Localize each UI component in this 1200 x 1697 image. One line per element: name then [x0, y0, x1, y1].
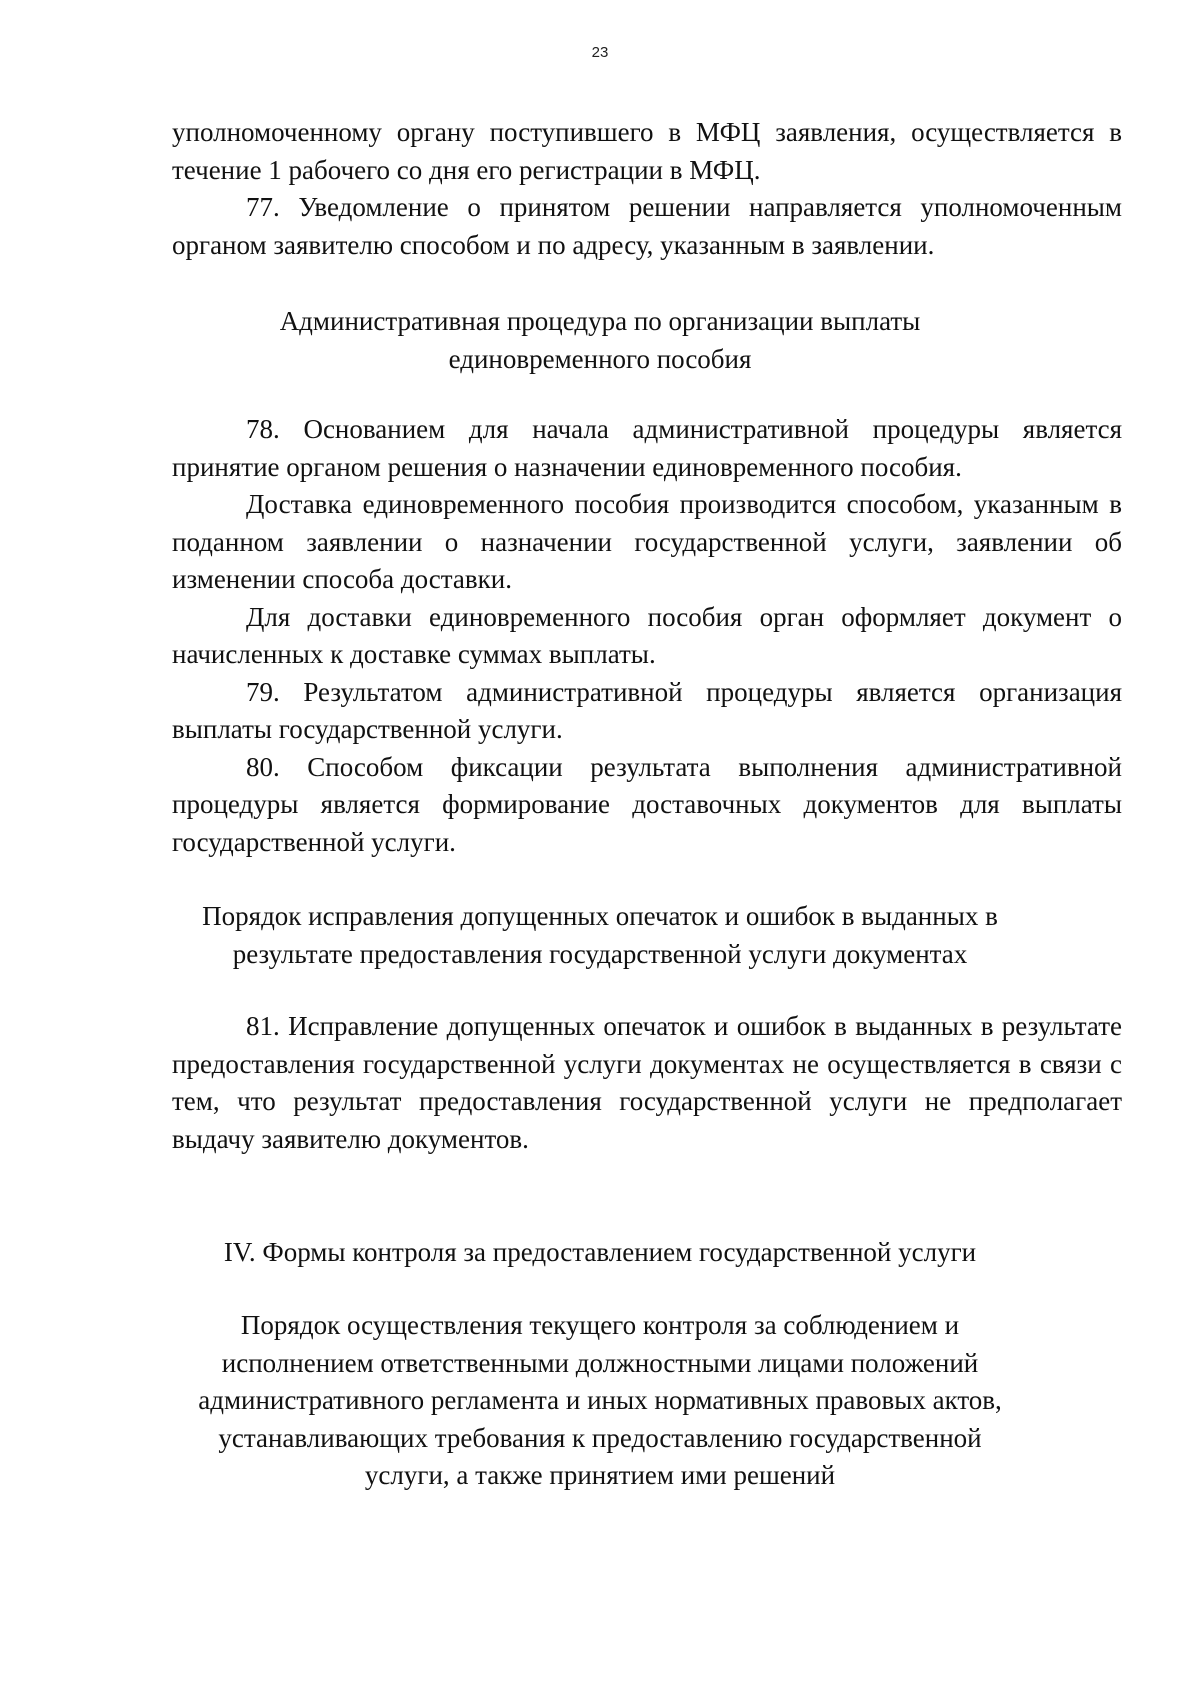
paragraph-78: 78. Основанием для начала административной процедуры является принятие органом решения о назначении единовременного пособия. [172, 414, 1122, 482]
section-title-text: IV. Формы контроля за предоставлением государственной услуги [223, 1237, 977, 1267]
paragraph-continuation: уполномоченному органу поступившего в МФЦ заявления, осуществляется в течение 1 рабочего со дня его регистрации в МФЦ. [172, 117, 1122, 185]
paragraph-block-1 [172, 114, 1122, 264]
heading-line: услуги, а также принятием ими решений [364, 1460, 836, 1490]
heading-line: результате предоставления государственной услуги документах [232, 938, 968, 969]
paragraph-77: 77. Уведомление о принятом решении направляется уполномоченным органом заявителю способом и по адресу, указанным в заявлении. [172, 192, 1122, 260]
heading-line: Порядок осуществления текущего контроля за соблюдением и [240, 1310, 960, 1340]
paragraph-block-2 [172, 411, 1122, 861]
heading-line: исполнением ответственными должностными лицами положений [221, 1347, 979, 1378]
paragraph-delivery-document: Для доставки единовременного пособия орган оформляет документ о начисленных к доставке суммах выплаты. [172, 601, 1122, 669]
heading-line: административного регламента и иных нормативных правовых актов, [198, 1385, 1002, 1415]
heading-line: Административная процедура по организации выплаты [279, 306, 921, 336]
heading-payment-procedure [0, 303, 1200, 378]
heading-line: Порядок исправления допущенных опечаток и ошибок в выданных в [202, 901, 998, 931]
paragraph-block-3 [172, 1008, 1122, 1158]
paragraph-80: 80. Способом фиксации результата выполнения административной процедуры является формирование доставочных документов для выплаты государственной услуги. [172, 751, 1122, 857]
paragraph-81: 81. Исправление допущенных опечаток и ошибок в выданных в результате предоставления государственной услуги документах не осуществляется в связи с тем, что результат предоставления государственной услуги не предполагает выдачу заявителю документов. [172, 1011, 1122, 1154]
paragraph-79: 79. Результатом административной процедуры является организация выплаты государственной услуги. [172, 676, 1122, 744]
paragraph-delivery: Доставка единовременного пособия производится способом, указанным в поданном заявлении о назначении государственной услуги, заявлении об изменении способа доставки. [172, 489, 1122, 594]
page-number: 23 [591, 44, 609, 61]
heading-line: устанавливающих требования к предоставлению государственной [218, 1422, 982, 1453]
heading-current-control [0, 1307, 1200, 1495]
heading-error-correction [0, 898, 1200, 973]
section-title [0, 1234, 1200, 1272]
heading-line: единовременного пособия [448, 343, 752, 374]
